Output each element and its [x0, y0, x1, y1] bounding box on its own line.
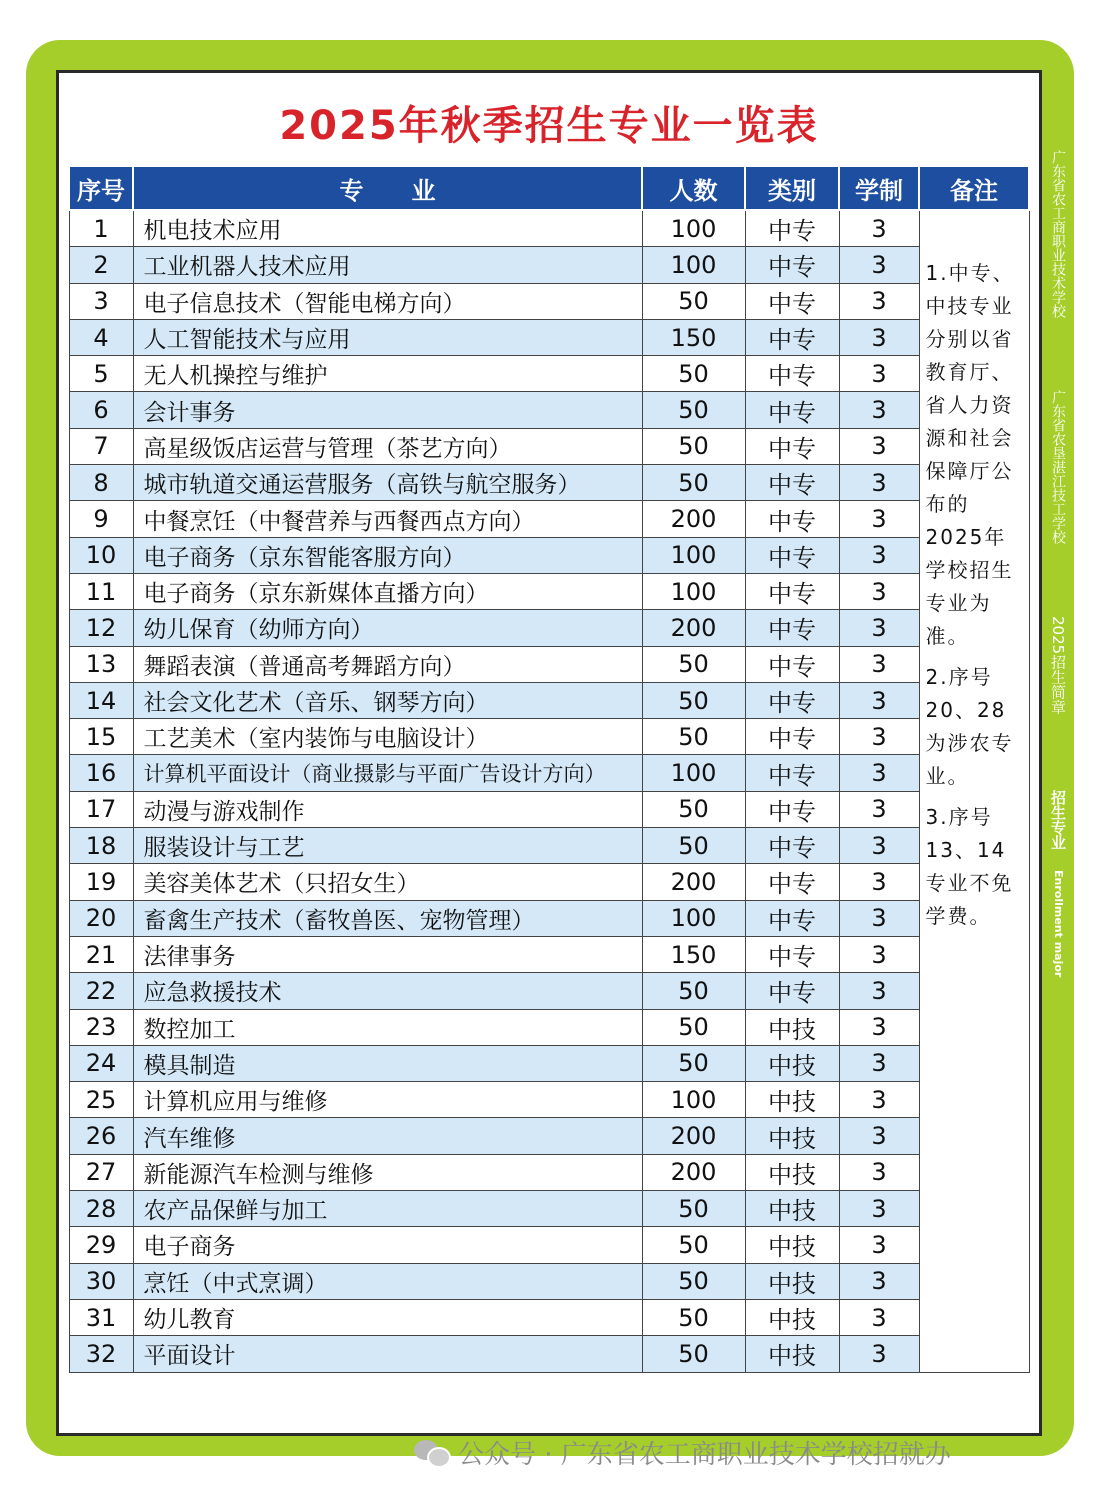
row-major: 模具制造 — [133, 1045, 642, 1081]
row-type: 中专 — [745, 537, 839, 573]
row-years: 3 — [839, 719, 919, 755]
row-count: 50 — [642, 392, 745, 428]
row-major: 动漫与游戏制作 — [133, 791, 642, 827]
row-major: 舞蹈表演（普通高考舞蹈方向） — [133, 646, 642, 682]
row-type: 中专 — [745, 828, 839, 864]
table-row — [69, 719, 1029, 755]
row-years: 3 — [839, 864, 919, 900]
row-no: 27 — [69, 1154, 133, 1190]
row-type: 中技 — [745, 1154, 839, 1190]
row-type: 中专 — [745, 755, 839, 791]
row-type: 中技 — [745, 1336, 839, 1372]
row-years: 3 — [839, 1009, 919, 1045]
row-type: 中专 — [745, 392, 839, 428]
row-type: 中专 — [745, 501, 839, 537]
header-type: 类别 — [745, 166, 839, 210]
row-count: 50 — [642, 791, 745, 827]
row-major: 幼儿教育 — [133, 1299, 642, 1335]
row-years: 3 — [839, 1263, 919, 1299]
note-item: 3.序号13、14专业不免学费。 — [925, 805, 1014, 928]
row-no: 26 — [69, 1118, 133, 1154]
side-label-section: 招生专业 — [1049, 790, 1067, 850]
note-item: 2.序号20、28为涉农专业。 — [925, 665, 1014, 788]
row-count: 50 — [642, 428, 745, 464]
table-row — [69, 682, 1029, 718]
row-years: 3 — [839, 682, 919, 718]
page-title: 2025年秋季招生专业一览表 — [279, 103, 819, 149]
table-row — [69, 1009, 1029, 1045]
row-years: 3 — [839, 791, 919, 827]
row-no: 24 — [69, 1045, 133, 1081]
row-count: 50 — [642, 828, 745, 864]
row-no: 7 — [69, 428, 133, 464]
row-no: 22 — [69, 973, 133, 1009]
row-years: 3 — [839, 283, 919, 319]
row-count: 100 — [642, 247, 745, 283]
table-row — [69, 646, 1029, 682]
row-count: 200 — [642, 501, 745, 537]
row-years: 3 — [839, 501, 919, 537]
row-count: 150 — [642, 319, 745, 355]
row-major: 新能源汽车检测与维修 — [133, 1154, 642, 1190]
table-row — [69, 936, 1029, 972]
header-no: 序号 — [69, 166, 133, 210]
table-row — [69, 573, 1029, 609]
row-type: 中专 — [745, 936, 839, 972]
row-count: 50 — [642, 1336, 745, 1372]
row-count: 50 — [642, 1191, 745, 1227]
header-major: 专 业 — [133, 166, 642, 210]
row-major: 汽车维修 — [133, 1118, 642, 1154]
row-count: 50 — [642, 1263, 745, 1299]
row-major: 农产品保鲜与加工 — [133, 1191, 642, 1227]
row-no: 12 — [69, 610, 133, 646]
row-count: 200 — [642, 610, 745, 646]
row-no: 21 — [69, 936, 133, 972]
row-type: 中专 — [745, 791, 839, 827]
row-no: 4 — [69, 319, 133, 355]
row-major: 应急救援技术 — [133, 973, 642, 1009]
table-row — [69, 900, 1029, 936]
row-major: 会计事务 — [133, 392, 642, 428]
row-years: 3 — [839, 1299, 919, 1335]
row-count: 200 — [642, 1118, 745, 1154]
footer-watermark — [414, 1432, 951, 1472]
row-major: 电子商务 — [133, 1227, 642, 1263]
row-no: 13 — [69, 646, 133, 682]
row-no: 10 — [69, 537, 133, 573]
row-major: 无人机操控与维护 — [133, 356, 642, 392]
row-years: 3 — [839, 1227, 919, 1263]
row-years: 3 — [839, 900, 919, 936]
row-no: 18 — [69, 828, 133, 864]
table-row — [69, 1299, 1029, 1335]
side-label-brochure: 2025招生简章 — [1049, 616, 1067, 715]
row-no: 3 — [69, 283, 133, 319]
row-no: 2 — [69, 247, 133, 283]
row-type: 中专 — [745, 465, 839, 501]
row-count: 100 — [642, 537, 745, 573]
row-no: 6 — [69, 392, 133, 428]
row-years: 3 — [839, 1336, 919, 1372]
row-years: 3 — [839, 247, 919, 283]
table-row — [69, 755, 1029, 791]
row-type: 中技 — [745, 1009, 839, 1045]
row-years: 3 — [839, 973, 919, 1009]
row-count: 100 — [642, 1082, 745, 1118]
row-count: 50 — [642, 465, 745, 501]
row-major: 畜禽生产技术（畜牧兽医、宠物管理） — [133, 900, 642, 936]
row-years: 3 — [839, 356, 919, 392]
row-major: 计算机平面设计（商业摄影与平面广告设计方向） — [133, 755, 642, 791]
table-row — [69, 1191, 1029, 1227]
row-major: 城市轨道交通运营服务（高铁与航空服务） — [133, 465, 642, 501]
row-type: 中专 — [745, 682, 839, 718]
table-row — [69, 1263, 1029, 1299]
table-row — [69, 1227, 1029, 1263]
row-count: 200 — [642, 864, 745, 900]
row-type: 中技 — [745, 1263, 839, 1299]
row-count: 150 — [642, 936, 745, 972]
row-count: 50 — [642, 682, 745, 718]
side-label-english: Enrollment major — [1052, 870, 1065, 978]
row-type: 中专 — [745, 573, 839, 609]
row-count: 50 — [642, 1009, 745, 1045]
row-no: 11 — [69, 573, 133, 609]
row-no: 23 — [69, 1009, 133, 1045]
row-type: 中技 — [745, 1299, 839, 1335]
row-type: 中技 — [745, 1118, 839, 1154]
row-type: 中专 — [745, 247, 839, 283]
row-years: 3 — [839, 210, 919, 247]
row-major: 电子商务（京东新媒体直播方向） — [133, 573, 642, 609]
row-years: 3 — [839, 392, 919, 428]
row-years: 3 — [839, 828, 919, 864]
row-type: 中专 — [745, 719, 839, 755]
table-row — [69, 791, 1029, 827]
table-header-row — [69, 166, 1029, 210]
row-count: 100 — [642, 210, 745, 247]
row-major: 工业机器人技术应用 — [133, 247, 642, 283]
table-row — [69, 210, 1029, 247]
row-count: 100 — [642, 573, 745, 609]
row-major: 法律事务 — [133, 936, 642, 972]
table-row — [69, 356, 1029, 392]
row-no: 5 — [69, 356, 133, 392]
row-years: 3 — [839, 646, 919, 682]
row-years: 3 — [839, 1045, 919, 1081]
row-no: 8 — [69, 465, 133, 501]
row-type: 中专 — [745, 356, 839, 392]
row-type: 中技 — [745, 1191, 839, 1227]
table-row — [69, 828, 1029, 864]
header-years: 学制 — [839, 166, 919, 210]
wechat-icon — [414, 1438, 450, 1466]
table-row — [69, 1118, 1029, 1154]
row-years: 3 — [839, 465, 919, 501]
row-years: 3 — [839, 610, 919, 646]
row-type: 中专 — [745, 900, 839, 936]
row-major: 高星级饭店运营与管理（茶艺方向） — [133, 428, 642, 464]
row-type: 中技 — [745, 1227, 839, 1263]
row-no: 1 — [69, 210, 133, 247]
note-item: 1.中专、中技专业分别以省教育厅、省人力资源和社会保障厅公布的2025年学校招生专业为准。 — [925, 261, 1015, 648]
row-type: 中专 — [745, 610, 839, 646]
row-years: 3 — [839, 573, 919, 609]
row-type: 中专 — [745, 319, 839, 355]
row-no: 15 — [69, 719, 133, 755]
row-major: 服装设计与工艺 — [133, 828, 642, 864]
header-count: 人数 — [642, 166, 745, 210]
row-major: 中餐烹饪（中餐营养与西餐西点方向） — [133, 501, 642, 537]
row-major: 烹饪（中式烹调） — [133, 1263, 642, 1299]
row-major: 美容美体艺术（只招女生） — [133, 864, 642, 900]
row-years: 3 — [839, 1118, 919, 1154]
row-type: 中专 — [745, 646, 839, 682]
row-no: 9 — [69, 501, 133, 537]
row-no: 29 — [69, 1227, 133, 1263]
row-no: 14 — [69, 682, 133, 718]
row-count: 50 — [642, 283, 745, 319]
table-row — [69, 1154, 1029, 1190]
table-row — [69, 1045, 1029, 1081]
row-count: 50 — [642, 356, 745, 392]
row-years: 3 — [839, 1191, 919, 1227]
row-years: 3 — [839, 428, 919, 464]
row-no: 32 — [69, 1336, 133, 1372]
row-no: 17 — [69, 791, 133, 827]
table-row — [69, 1336, 1029, 1372]
row-count: 100 — [642, 900, 745, 936]
table-row — [69, 428, 1029, 464]
row-count: 50 — [642, 646, 745, 682]
row-years: 3 — [839, 537, 919, 573]
side-label-school: 广东省农工商职业技术学校 — [1050, 150, 1066, 318]
majors-table — [68, 165, 1030, 1373]
table-row — [69, 247, 1029, 283]
row-no: 19 — [69, 864, 133, 900]
row-type: 中专 — [745, 973, 839, 1009]
row-no: 20 — [69, 900, 133, 936]
row-type: 中专 — [745, 864, 839, 900]
row-no: 25 — [69, 1082, 133, 1118]
row-years: 3 — [839, 319, 919, 355]
row-count: 50 — [642, 1299, 745, 1335]
table-row — [69, 392, 1029, 428]
row-type: 中专 — [745, 428, 839, 464]
row-major: 数控加工 — [133, 1009, 642, 1045]
row-no: 30 — [69, 1263, 133, 1299]
row-count: 100 — [642, 755, 745, 791]
table-row — [69, 610, 1029, 646]
row-no: 28 — [69, 1191, 133, 1227]
row-major: 计算机应用与维修 — [133, 1082, 642, 1118]
row-years: 3 — [839, 755, 919, 791]
row-major: 人工智能技术与应用 — [133, 319, 642, 355]
row-years: 3 — [839, 936, 919, 972]
table-row — [69, 501, 1029, 537]
table-row — [69, 319, 1029, 355]
row-count: 200 — [642, 1154, 745, 1190]
notes-cell — [919, 210, 1029, 1372]
row-major: 工艺美术（室内装饰与电脑设计） — [133, 719, 642, 755]
row-no: 16 — [69, 755, 133, 791]
table-row — [69, 465, 1029, 501]
row-major: 电子商务（京东智能客服方向） — [133, 537, 642, 573]
row-count: 50 — [642, 973, 745, 1009]
row-no: 31 — [69, 1299, 133, 1335]
footer-text: 公众号 · 广东省农工商职业技术学校招就办 — [458, 1439, 951, 1470]
row-type: 中技 — [745, 1082, 839, 1118]
row-count: 50 — [642, 719, 745, 755]
row-major: 幼儿保育（幼师方向） — [133, 610, 642, 646]
row-major: 电子信息技术（智能电梯方向） — [133, 283, 642, 319]
side-label-tech-school: 广东省农垦湛江技工学校 — [1050, 390, 1066, 544]
row-major: 平面设计 — [133, 1336, 642, 1372]
row-count: 50 — [642, 1045, 745, 1081]
row-count: 50 — [642, 1227, 745, 1263]
table-row — [69, 537, 1029, 573]
row-type: 中专 — [745, 283, 839, 319]
row-years: 3 — [839, 1082, 919, 1118]
table-row — [69, 1082, 1029, 1118]
row-major: 机电技术应用 — [133, 210, 642, 247]
row-major: 社会文化艺术（音乐、钢琴方向） — [133, 682, 642, 718]
row-type: 中技 — [745, 1045, 839, 1081]
table-row — [69, 973, 1029, 1009]
row-years: 3 — [839, 1154, 919, 1190]
header-notes: 备注 — [919, 166, 1029, 210]
table-row — [69, 864, 1029, 900]
row-type: 中专 — [745, 210, 839, 247]
table-row — [69, 283, 1029, 319]
